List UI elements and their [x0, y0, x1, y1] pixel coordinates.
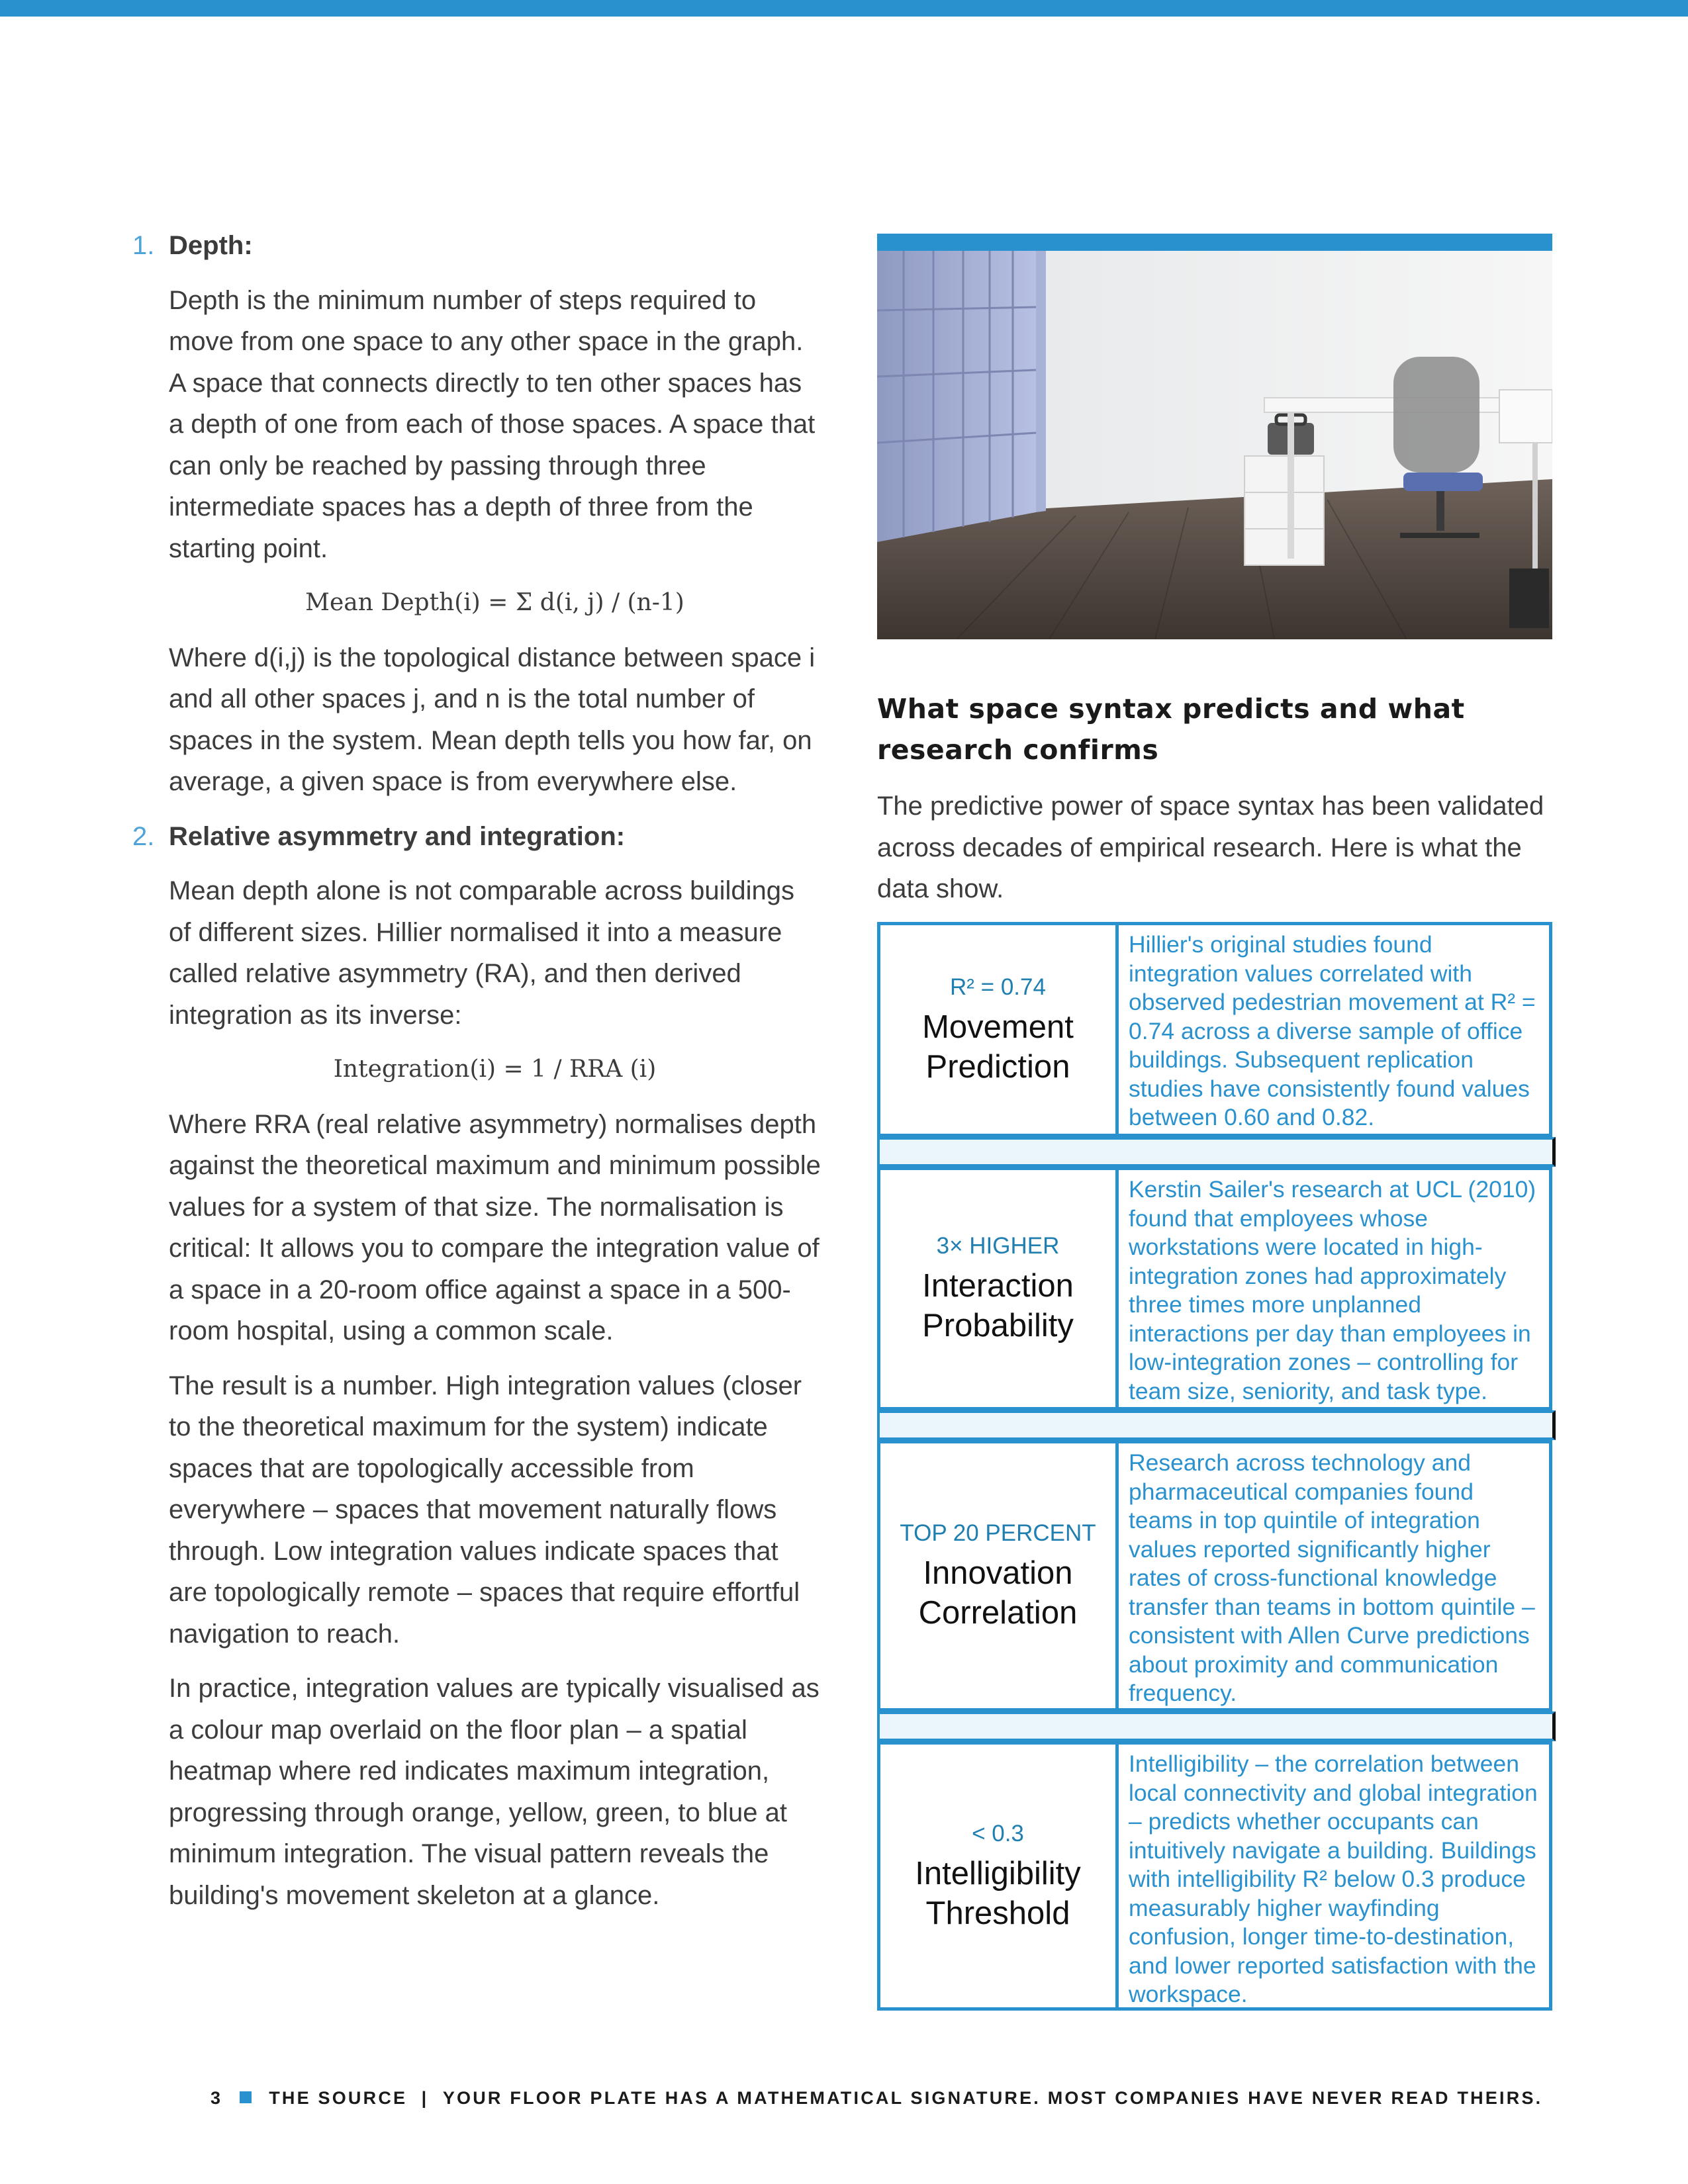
mean-depth-formula: Mean Depth(i) = Σ d(i, j) / (n-1): [305, 589, 684, 616]
row-spacer: [877, 1410, 1556, 1440]
publication-name: THE SOURCE: [269, 2088, 408, 2108]
footer-tagline: YOUR FLOOR PLATE HAS A MATHEMATICAL SIGNATURE. MOST COMPANIES HAVE NEVER READ THEIRS.: [442, 2088, 1543, 2108]
finding-description: Intelligibility – the correlation between local connectivity and global integration – predicts whether occupants can intuitively navigate a building. Buildings with intelligibility R² below 0.3 produce measurably higher wayfinding confusion, longer time-to-destination, and lower reported satisfaction with the workspace.: [1129, 1751, 1538, 2007]
column-divider: [1115, 1443, 1119, 1708]
finding-metric: 3× HIGHER: [936, 1233, 1060, 1259]
footer-separator: |: [421, 2088, 429, 2108]
list-heading-integration: Relative asymmetry and integration:: [169, 821, 626, 851]
list-item-depth: [132, 225, 821, 569]
list-number: 2.: [132, 821, 155, 851]
finding-description: Research across technology and pharmaceutical companies found teams in top quintile of integration values reported significantly higher rates of cross-functional knowledge transfer than teams in bottom quintile – consistent with Allen Curve predictions about proximity and communication frequency.: [1129, 1449, 1535, 1706]
row-spacer: [877, 1711, 1556, 1741]
top-accent-bar: [0, 0, 1688, 17]
list-number: 1.: [132, 231, 155, 260]
findings-table: [877, 922, 1552, 2011]
finding-description: Hillier's original studies found integration values correlated with observed pedestrian movement at R² = 0.74 across a diverse sample of office buildings. Subsequent replication studies have consistently found values between 0.60 and 0.82.: [1129, 931, 1536, 1130]
finding-title-line1: Interaction: [922, 1268, 1074, 1304]
finding-description: Kerstin Sailer's research at UCL (2010) found that employees whose workstations were located in high-integration zones had approximately three times more unplanned interactions per day than employees in low-integration zones – controlling for team size, seniority, and task type.: [1129, 1176, 1536, 1404]
practice-paragraph: In practice, integration values are typically visualised as a colour map overlaid on the floor plan – a spatial heatmap where red indicates maximum integration, progressing through orange, yellow, green, to blue at minimum integration. The visual pattern reveals the building's movement skeleton at a glance.: [169, 1674, 820, 1910]
finding-title-line1: Movement: [922, 1009, 1074, 1045]
depth-explanation: Where d(i,j) is the topological distance between space i and all other spaces j, and n is the total number of spaces in the system. Mean depth tells you how far, on average, a given space is from everywhere else.: [169, 643, 816, 796]
finding-row: [877, 1741, 1552, 2011]
finding-title-line2: Correlation: [918, 1595, 1078, 1631]
footer-square-icon: [240, 2091, 252, 2103]
finding-title-line2: Threshold: [925, 1895, 1070, 1931]
integration-explanation: Where RRA (real relative asymmetry) normalises depth against the theoretical maximum and minimum possible values for a system of that size. The normalisation is critical: It allows you to compare the integration value of a space in a 20-room office against a space in a 500-room hospital, using a common scale.: [169, 1109, 821, 1345]
finding-row: [877, 1440, 1552, 1711]
result-paragraph: The result is a number. High integration values (closer to the theoretical maximum for the system) indicate spaces that are topologically accessible from everywhere – spaces that movement naturally flows through. Low integration values indicate spaces that are topologically remote – spaces that require effortful navigation to reach.: [169, 1371, 802, 1649]
finding-label: [880, 1443, 1115, 1708]
image-accent-bar: [877, 234, 1552, 251]
left-column: [132, 225, 821, 1916]
depth-body: Depth is the minimum number of steps required to move from one space to any other space in the graph. A space that connects directly to ten other spaces has a depth of one from each of those spaces. A space that can only be reached by passing through three intermediate spaces has a depth of three from the starting point.: [169, 285, 816, 563]
finding-title-line1: Intelligibility: [915, 1855, 1081, 1891]
list-heading-depth: Depth:: [169, 231, 253, 260]
page-number: 3: [211, 2088, 223, 2108]
finding-title-line1: Innovation: [923, 1555, 1073, 1591]
column-divider: [1115, 1745, 1119, 2007]
column-divider: [1115, 1170, 1119, 1407]
finding-metric: R² = 0.74: [950, 974, 1046, 1000]
column-divider: [1115, 925, 1119, 1134]
row-spacer: [877, 1137, 1556, 1167]
section-heading: What space syntax predicts and what research confirms: [877, 693, 1465, 766]
finding-label: [880, 925, 1115, 1134]
integration-formula: Integration(i) = 1 / RRA (i): [333, 1056, 657, 1083]
finding-title-line2: Probability: [922, 1308, 1074, 1343]
finding-label: [880, 1170, 1115, 1407]
finding-label: [880, 1745, 1115, 2007]
finding-title-line2: Prediction: [925, 1048, 1070, 1085]
finding-metric: < 0.3: [972, 1820, 1024, 1846]
list-item-integration: [132, 816, 821, 1036]
integration-body: Mean depth alone is not comparable across buildings of different sizes. Hillier normalised it into a measure called relative asymmetry (RA), and then derived integration as its inverse:: [169, 876, 795, 1030]
finding-metric: TOP 20 PERCENT: [900, 1520, 1096, 1546]
finding-row: [877, 922, 1552, 1137]
page-footer: [211, 2085, 1601, 2111]
finding-row: [877, 1167, 1552, 1410]
office-photo: [877, 251, 1552, 639]
section-intro: The predictive power of space syntax has been validated across decades of empirical research. Here is what the data show.: [877, 792, 1544, 903]
